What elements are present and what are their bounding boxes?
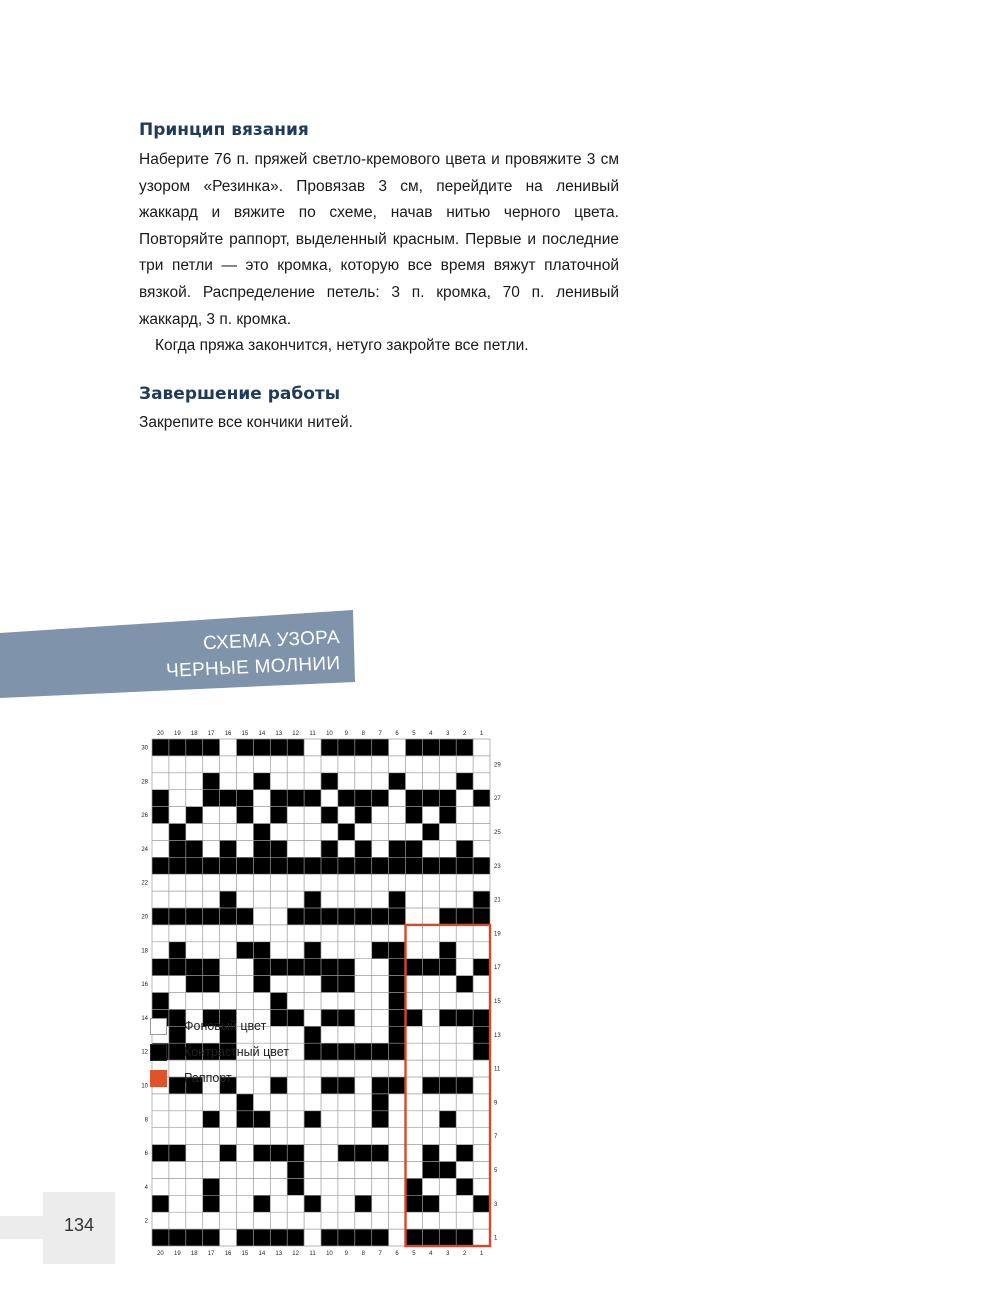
chart-cell-contrast xyxy=(253,1145,270,1162)
chart-cell-contrast xyxy=(287,959,304,976)
section-heading-principle: Принцип вязания xyxy=(139,120,309,140)
column-label-top: 13 xyxy=(275,731,283,737)
column-label-top: 9 xyxy=(344,731,349,737)
chart-cell-contrast xyxy=(152,739,169,756)
chart-cell-contrast xyxy=(152,1145,169,1162)
chart-cell-contrast xyxy=(338,790,355,807)
chart-cell-contrast xyxy=(422,1229,439,1246)
chart-cell-contrast xyxy=(338,1229,355,1246)
chart-cell-contrast xyxy=(169,739,186,756)
row-label-right: 3 xyxy=(494,1201,498,1208)
chart-cell-contrast xyxy=(406,840,423,857)
chart-cell-contrast xyxy=(304,857,321,874)
chart-cell-contrast xyxy=(253,959,270,976)
chart-cell-contrast xyxy=(152,807,169,824)
page-number-box xyxy=(43,1192,115,1264)
page-number-strip xyxy=(0,1216,43,1239)
chart-cell-contrast xyxy=(287,908,304,925)
chart-cell-contrast xyxy=(287,857,304,874)
column-label-top: 10 xyxy=(326,731,333,737)
chart-cell-contrast xyxy=(304,1111,321,1128)
chart-cell-contrast xyxy=(422,959,439,976)
chart-cell-contrast xyxy=(253,1111,270,1128)
chart-cell-contrast xyxy=(169,857,186,874)
column-label-top: 19 xyxy=(174,731,181,737)
chart-cell-contrast xyxy=(422,1145,439,1162)
row-label-left: 20 xyxy=(141,914,148,921)
chart-cell-contrast xyxy=(321,959,338,976)
chart-cell-contrast xyxy=(389,976,406,993)
chart-cell-contrast xyxy=(422,1077,439,1094)
chart-cell-contrast xyxy=(456,1178,473,1195)
chart-cell-contrast xyxy=(422,739,439,756)
chart-cell-contrast xyxy=(186,857,203,874)
row-label-left: 24 xyxy=(141,846,148,853)
chart-cell-contrast xyxy=(389,942,406,959)
row-label-left: 14 xyxy=(141,1015,148,1022)
chart-cell-contrast xyxy=(355,1043,372,1060)
column-label-top: 12 xyxy=(292,731,299,737)
column-label-top: 17 xyxy=(207,731,215,737)
chart-cell-contrast xyxy=(338,959,355,976)
chart-cell-contrast xyxy=(355,908,372,925)
chart-cell-contrast xyxy=(389,840,406,857)
row-label-right: 23 xyxy=(494,863,501,870)
row-label-left: 22 xyxy=(141,880,148,887)
chart-cell-contrast xyxy=(439,908,456,925)
column-label-top: 16 xyxy=(224,731,232,737)
chart-cell-contrast xyxy=(355,840,372,857)
chart-cell-contrast xyxy=(372,739,389,756)
chart-banner xyxy=(0,610,360,700)
column-label-bottom: 11 xyxy=(309,1251,316,1257)
chart-cell-contrast xyxy=(152,1195,169,1212)
chart-cell-contrast xyxy=(473,959,490,976)
chart-cell-contrast xyxy=(220,857,237,874)
column-label-top: 11 xyxy=(309,731,316,737)
chart-cell-contrast xyxy=(422,1195,439,1212)
chart-cell-contrast xyxy=(253,1195,270,1212)
legend-swatch-background xyxy=(150,1018,167,1035)
chart-cell-contrast xyxy=(456,908,473,925)
chart-cell-contrast xyxy=(439,739,456,756)
chart-cell-contrast xyxy=(422,1162,439,1179)
chart-cell-contrast xyxy=(287,1178,304,1195)
row-label-right: 21 xyxy=(494,897,501,904)
column-label-top: 8 xyxy=(361,731,365,737)
chart-cell-contrast xyxy=(473,1195,490,1212)
chart-cell-contrast xyxy=(406,1195,423,1212)
chart-cell-contrast xyxy=(203,1178,220,1195)
chart-cell-contrast xyxy=(473,1043,490,1060)
chart-cell-contrast xyxy=(338,976,355,993)
row-label-right: 25 xyxy=(494,829,501,836)
row-label-left: 30 xyxy=(141,745,148,752)
column-label-bottom: 6 xyxy=(395,1251,399,1257)
column-label-top: 14 xyxy=(258,731,266,737)
chart-cell-contrast xyxy=(389,1026,406,1043)
legend-item-background xyxy=(150,1018,350,1038)
chart-cell-contrast xyxy=(203,908,220,925)
chart-cell-contrast xyxy=(372,942,389,959)
legend-label-contrast: Контрастный цвет xyxy=(184,1045,290,1059)
column-label-bottom: 8 xyxy=(361,1251,365,1257)
chart-cell-contrast xyxy=(253,1229,270,1246)
chart-cell-contrast xyxy=(237,857,254,874)
chart-cell-contrast xyxy=(152,908,169,925)
row-label-left: 18 xyxy=(141,948,148,955)
legend-label-background: Фоновый цвет xyxy=(184,1019,267,1033)
chart-cell-contrast xyxy=(321,908,338,925)
chart-cell-contrast xyxy=(389,908,406,925)
column-label-bottom: 20 xyxy=(157,1251,164,1257)
chart-cell-contrast xyxy=(372,790,389,807)
chart-cell-contrast xyxy=(406,1229,423,1246)
chart-cell-contrast xyxy=(237,1094,254,1111)
column-label-top: 2 xyxy=(462,731,467,737)
row-label-right: 15 xyxy=(494,998,501,1005)
chart-cell-contrast xyxy=(304,790,321,807)
legend-swatch-repeat xyxy=(150,1070,167,1087)
column-label-bottom: 10 xyxy=(326,1251,333,1257)
row-label-left: 12 xyxy=(141,1049,148,1056)
chart-cell-contrast xyxy=(152,993,169,1010)
chart-cell-contrast xyxy=(473,1009,490,1026)
chart-cell-contrast xyxy=(355,1195,372,1212)
chart-cell-contrast xyxy=(321,807,338,824)
chart-cell-contrast xyxy=(270,1145,287,1162)
chart-cell-contrast xyxy=(389,857,406,874)
chart-cell-contrast xyxy=(338,824,355,841)
chart-cell-contrast xyxy=(253,976,270,993)
column-label-top: 15 xyxy=(241,731,249,737)
chart-cell-contrast xyxy=(152,1229,169,1246)
chart-cell-contrast xyxy=(321,857,338,874)
chart-cell-contrast xyxy=(287,790,304,807)
chart-cell-contrast xyxy=(439,807,456,824)
chart-cell-contrast xyxy=(270,790,287,807)
chart-cell-contrast xyxy=(422,857,439,874)
chart-cell-contrast xyxy=(456,1145,473,1162)
chart-cell-contrast xyxy=(237,1111,254,1128)
chart-cell-contrast xyxy=(321,773,338,790)
finishing-paragraph: Закрепите все кончики нитей. xyxy=(139,414,353,431)
row-label-left: 26 xyxy=(141,813,148,820)
row-label-left: 8 xyxy=(144,1117,148,1124)
chart-cell-contrast xyxy=(304,1195,321,1212)
row-label-right: 29 xyxy=(494,762,501,769)
chart-cell-contrast xyxy=(406,1178,423,1195)
chart-cell-contrast xyxy=(270,959,287,976)
row-label-left: 10 xyxy=(141,1083,148,1090)
chart-cell-contrast xyxy=(169,942,186,959)
chart-cell-contrast xyxy=(152,790,169,807)
chart-cell-contrast xyxy=(456,976,473,993)
column-label-bottom: 14 xyxy=(258,1251,266,1257)
chart-cell-contrast xyxy=(321,1229,338,1246)
chart-cell-contrast xyxy=(389,891,406,908)
chart-cell-contrast xyxy=(270,857,287,874)
chart-cell-contrast xyxy=(456,739,473,756)
column-label-bottom: 19 xyxy=(174,1251,181,1257)
chart-cell-contrast xyxy=(338,1145,355,1162)
row-label-right: 7 xyxy=(494,1134,498,1141)
chart-cell-contrast xyxy=(372,857,389,874)
chart-cell-contrast xyxy=(270,1229,287,1246)
chart-cell-contrast xyxy=(186,959,203,976)
chart-cell-contrast xyxy=(338,857,355,874)
chart-cell-contrast xyxy=(203,773,220,790)
chart-cell-contrast xyxy=(439,942,456,959)
chart-cell-contrast xyxy=(338,908,355,925)
chart-cell-contrast xyxy=(220,1145,237,1162)
chart-cell-contrast xyxy=(237,1229,254,1246)
chart-cell-contrast xyxy=(372,1043,389,1060)
chart-cell-contrast xyxy=(338,739,355,756)
chart-cell-contrast xyxy=(456,857,473,874)
chart-cell-contrast xyxy=(406,807,423,824)
chart-cell-contrast xyxy=(270,739,287,756)
chart-cell-contrast xyxy=(169,1229,186,1246)
chart-cell-contrast xyxy=(422,824,439,841)
chart-cell-contrast xyxy=(186,1229,203,1246)
chart-cell-contrast xyxy=(389,1077,406,1094)
column-label-bottom: 2 xyxy=(462,1251,467,1257)
chart-cell-contrast xyxy=(321,976,338,993)
chart-cell-contrast xyxy=(169,824,186,841)
banner-line-1: СХЕМА УЗОРА xyxy=(202,627,341,655)
chart-cell-contrast xyxy=(287,739,304,756)
column-label-top: 20 xyxy=(157,731,164,737)
chart-cell-contrast xyxy=(372,1229,389,1246)
column-label-top: 5 xyxy=(412,731,416,737)
row-label-left: 4 xyxy=(144,1184,148,1191)
chart-cell-contrast xyxy=(186,976,203,993)
chart-cell-contrast xyxy=(372,1145,389,1162)
row-label-left: 16 xyxy=(141,982,148,989)
chart-cell-contrast xyxy=(422,790,439,807)
chart-cell-contrast xyxy=(237,807,254,824)
chart-cell-contrast xyxy=(203,959,220,976)
chart-cell-contrast xyxy=(439,1162,456,1179)
column-label-bottom: 3 xyxy=(446,1251,450,1257)
chart-cell-contrast xyxy=(253,840,270,857)
chart-cell-contrast xyxy=(220,908,237,925)
column-label-top: 1 xyxy=(479,731,484,737)
chart-cell-contrast xyxy=(473,790,490,807)
chart-cell-contrast xyxy=(287,1145,304,1162)
column-label-bottom: 9 xyxy=(344,1251,349,1257)
chart-cell-contrast xyxy=(439,790,456,807)
legend-item-repeat xyxy=(150,1070,350,1090)
chart-cell-contrast xyxy=(203,790,220,807)
chart-cell-contrast xyxy=(355,790,372,807)
column-label-bottom: 18 xyxy=(190,1251,198,1257)
chart-cell-contrast xyxy=(372,1094,389,1111)
chart-cell-contrast xyxy=(372,1111,389,1128)
chart-cell-contrast xyxy=(439,1009,456,1026)
chart-cell-contrast xyxy=(406,790,423,807)
column-label-bottom: 1 xyxy=(479,1251,484,1257)
chart-cell-contrast xyxy=(203,1195,220,1212)
chart-cell-contrast xyxy=(456,773,473,790)
chart-cell-contrast xyxy=(456,840,473,857)
chart-cell-contrast xyxy=(456,1229,473,1246)
chart-cell-contrast xyxy=(220,790,237,807)
chart-cell-contrast xyxy=(253,942,270,959)
chart-cell-contrast xyxy=(406,739,423,756)
row-label-right: 9 xyxy=(494,1100,498,1107)
chart-cell-contrast xyxy=(304,891,321,908)
chart-cell-contrast xyxy=(220,840,237,857)
chart-cell-contrast xyxy=(169,908,186,925)
chart-cell-contrast xyxy=(355,857,372,874)
row-label-right: 11 xyxy=(494,1066,501,1073)
chart-cell-contrast xyxy=(203,1229,220,1246)
chart-cell-contrast xyxy=(220,891,237,908)
chart-cell-contrast xyxy=(270,993,287,1010)
chart-cell-contrast xyxy=(203,739,220,756)
column-label-bottom: 17 xyxy=(207,1251,215,1257)
chart-cell-contrast xyxy=(304,942,321,959)
chart-cell-contrast xyxy=(152,959,169,976)
column-label-bottom: 16 xyxy=(224,1251,232,1257)
chart-cell-contrast xyxy=(456,1077,473,1094)
chart-cell-contrast xyxy=(389,1009,406,1026)
chart-cell-contrast xyxy=(253,857,270,874)
column-label-top: 18 xyxy=(190,731,198,737)
chart-cell-contrast xyxy=(203,857,220,874)
banner-line-2: ЧЕРНЫЕ МОЛНИИ xyxy=(165,653,341,682)
row-label-left: 2 xyxy=(144,1218,148,1225)
chart-cell-contrast xyxy=(169,1145,186,1162)
chart-cell-contrast xyxy=(186,739,203,756)
column-label-top: 4 xyxy=(429,731,433,737)
chart-cell-contrast xyxy=(237,739,254,756)
row-label-right: 19 xyxy=(494,931,501,938)
chart-cell-contrast xyxy=(473,908,490,925)
column-label-bottom: 7 xyxy=(378,1251,382,1257)
chart-cell-contrast xyxy=(169,959,186,976)
chart-cell-contrast xyxy=(389,993,406,1010)
legend-swatch-contrast xyxy=(150,1044,167,1061)
chart-cell-contrast xyxy=(355,1145,372,1162)
chart-cell-contrast xyxy=(270,807,287,824)
chart-cell-contrast xyxy=(406,959,423,976)
row-label-left: 6 xyxy=(144,1151,148,1158)
chart-cell-contrast xyxy=(439,857,456,874)
chart-cell-contrast xyxy=(355,807,372,824)
column-label-bottom: 4 xyxy=(429,1251,433,1257)
row-label-right: 13 xyxy=(494,1032,501,1039)
chart-cell-contrast xyxy=(389,773,406,790)
column-label-top: 7 xyxy=(378,731,382,737)
chart-cell-contrast xyxy=(389,1043,406,1060)
chart-cell-contrast xyxy=(473,1026,490,1043)
chart-cell-contrast xyxy=(406,1009,423,1026)
column-label-bottom: 15 xyxy=(241,1251,249,1257)
chart-cell-contrast xyxy=(439,959,456,976)
row-label-left: 28 xyxy=(141,779,148,786)
chart-cell-contrast xyxy=(372,908,389,925)
chart-cell-contrast xyxy=(169,840,186,857)
binding-off-paragraph: Когда пряжа закончится, нетуго закройте все петли. xyxy=(155,337,529,354)
column-label-top: 3 xyxy=(446,731,450,737)
chart-cell-contrast xyxy=(186,908,203,925)
chart-cell-contrast xyxy=(237,942,254,959)
chart-cell-contrast xyxy=(287,1162,304,1179)
chart-cell-contrast xyxy=(439,1077,456,1094)
chart-cell-contrast xyxy=(287,1229,304,1246)
chart-cell-contrast xyxy=(186,840,203,857)
chart-cell-contrast xyxy=(372,1077,389,1094)
chart-cell-contrast xyxy=(439,1111,456,1128)
chart-cell-contrast xyxy=(321,840,338,857)
section-heading-finishing: Завершение работы xyxy=(139,384,341,404)
chart-cell-contrast xyxy=(253,773,270,790)
chart-cell-contrast xyxy=(237,908,254,925)
chart-cell-contrast xyxy=(270,840,287,857)
chart-cell-contrast xyxy=(304,908,321,925)
chart-cell-contrast xyxy=(321,739,338,756)
column-label-top: 6 xyxy=(395,731,399,737)
column-label-bottom: 13 xyxy=(275,1251,283,1257)
chart-cell-contrast xyxy=(304,959,321,976)
row-label-right: 17 xyxy=(494,965,501,972)
chart-cell-contrast xyxy=(253,824,270,841)
chart-cell-contrast xyxy=(152,857,169,874)
chart-cell-contrast xyxy=(473,857,490,874)
column-label-bottom: 5 xyxy=(412,1251,416,1257)
chart-cell-contrast xyxy=(439,1229,456,1246)
row-label-right: 27 xyxy=(494,796,501,803)
chart-cell-contrast xyxy=(203,976,220,993)
column-label-bottom: 12 xyxy=(292,1251,299,1257)
chart-cell-contrast xyxy=(203,1111,220,1128)
chart-cell-contrast xyxy=(389,959,406,976)
chart-cell-contrast xyxy=(253,739,270,756)
chart-cell-contrast xyxy=(355,1229,372,1246)
row-label-right: 1 xyxy=(494,1235,498,1242)
row-label-right: 5 xyxy=(494,1167,498,1174)
chart-cell-contrast xyxy=(355,739,372,756)
chart-cell-contrast xyxy=(237,790,254,807)
page-number: 134 xyxy=(63,1215,95,1235)
instructions-paragraph: Наберите 76 п. пряжей светло-кремового цвета и провяжите 3 см узором «Резинка». Провязав 3 см, перейдите на ленивый жаккард и вяжите по схеме, начав нитью черного цвета. Повторяйте раппорт, выделенный красным. Первые и последние три петли — это кромка, которую все время вяжут платочной вязкой. Распределение петель: 3 п. кромка, 70 п. ленивый жаккард, 3 п. кромка. xyxy=(139,151,619,328)
chart-cell-contrast xyxy=(186,807,203,824)
legend-item-contrast xyxy=(150,1044,350,1064)
chart-cell-contrast xyxy=(473,891,490,908)
chart-cell-contrast xyxy=(456,1009,473,1026)
legend-label-repeat: Раппорт xyxy=(184,1071,232,1085)
chart-cell-contrast xyxy=(406,857,423,874)
